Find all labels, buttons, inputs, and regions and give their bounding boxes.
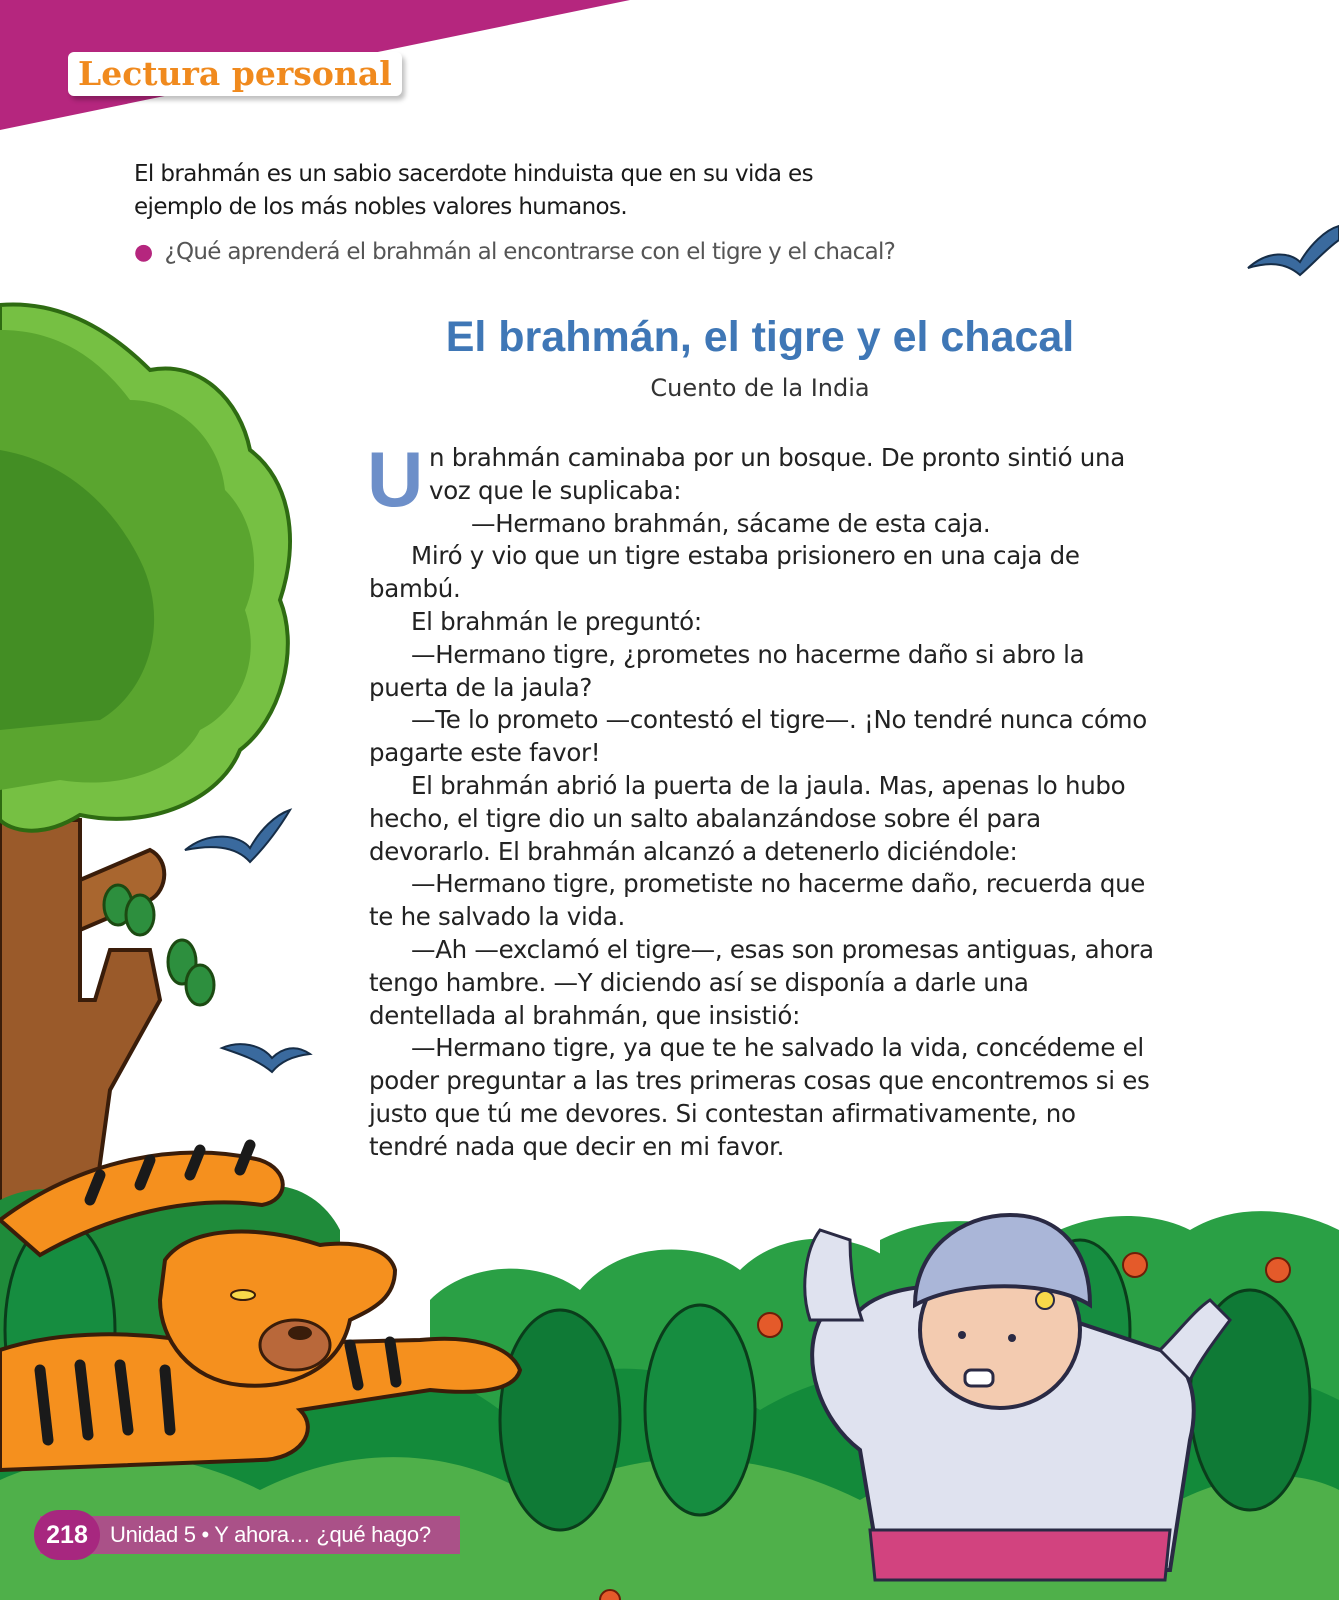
paragraph: —Hermano brahmán, sácame de esta caja. (471, 508, 991, 538)
unit-title: Unidad 5 • Y ahora… ¿qué hago? (110, 1522, 431, 1547)
intro-text: El brahmán es un sabio sacerdote hinduista que en su vida es ejemplo de los más nobles valores humanos. (134, 161, 813, 220)
section-label: Lectura personal (68, 52, 402, 96)
paragraph: —Hermano tigre, ¿prometes no hacerme daño si abro la puerta de la jaula? (369, 639, 1085, 702)
page-number: 218 (34, 1510, 100, 1560)
pre-reading-question (134, 236, 954, 269)
paragraph: —Hermano tigre, ya que te he salvado la vida, concédeme el poder preguntar a las tres primeras cosas que encontremos si es justo que tú me devores. Si contestan afirmativamente, no tendré nada que decir en mi favor. (369, 1033, 1150, 1161)
paragraph: El brahmán le preguntó: (411, 606, 702, 636)
paragraph: —Ah —exclamó el tigre—, esas son promesas antiguas, ahora tengo hambre. —Y diciendo así se disponía a darle una dentellada al brahmán, que insistió: (369, 934, 1154, 1030)
paragraph: —Te lo prometo —contestó el tigre—. ¡No tendré nunca cómo pagarte este favor! (369, 705, 1147, 768)
story-title: El brahmán, el tigre y el chacal (445, 313, 1075, 361)
drop-cap: U (367, 435, 424, 523)
question-text: ¿Qué aprenderá el brahmán al encontrarse con el tigre y el chacal? (164, 239, 896, 265)
paragraph: El brahmán abrió la puerta de la jaula. Mas, apenas lo hubo hecho, el tigre dio un salto abalanzándose sobre él para devorarlo. El brahmán alcanzó a detenerlo diciéndole: (369, 770, 1126, 866)
paragraph-text: n brahmán caminaba por un bosque. De pronto sintió una voz que le suplicaba: (429, 443, 1125, 505)
paragraph: Miró y vio que un tigre estaba prisionero en una caja de bambú. (369, 541, 1080, 604)
bullet-icon: ● (134, 240, 153, 265)
story-subtitle: Cuento de la India (650, 374, 870, 402)
tree-icon (0, 304, 290, 1260)
paragraph: —Hermano tigre, prometiste no hacerme daño, recuerda que te he salvado la vida. (369, 869, 1146, 932)
story-body (367, 435, 1159, 1164)
